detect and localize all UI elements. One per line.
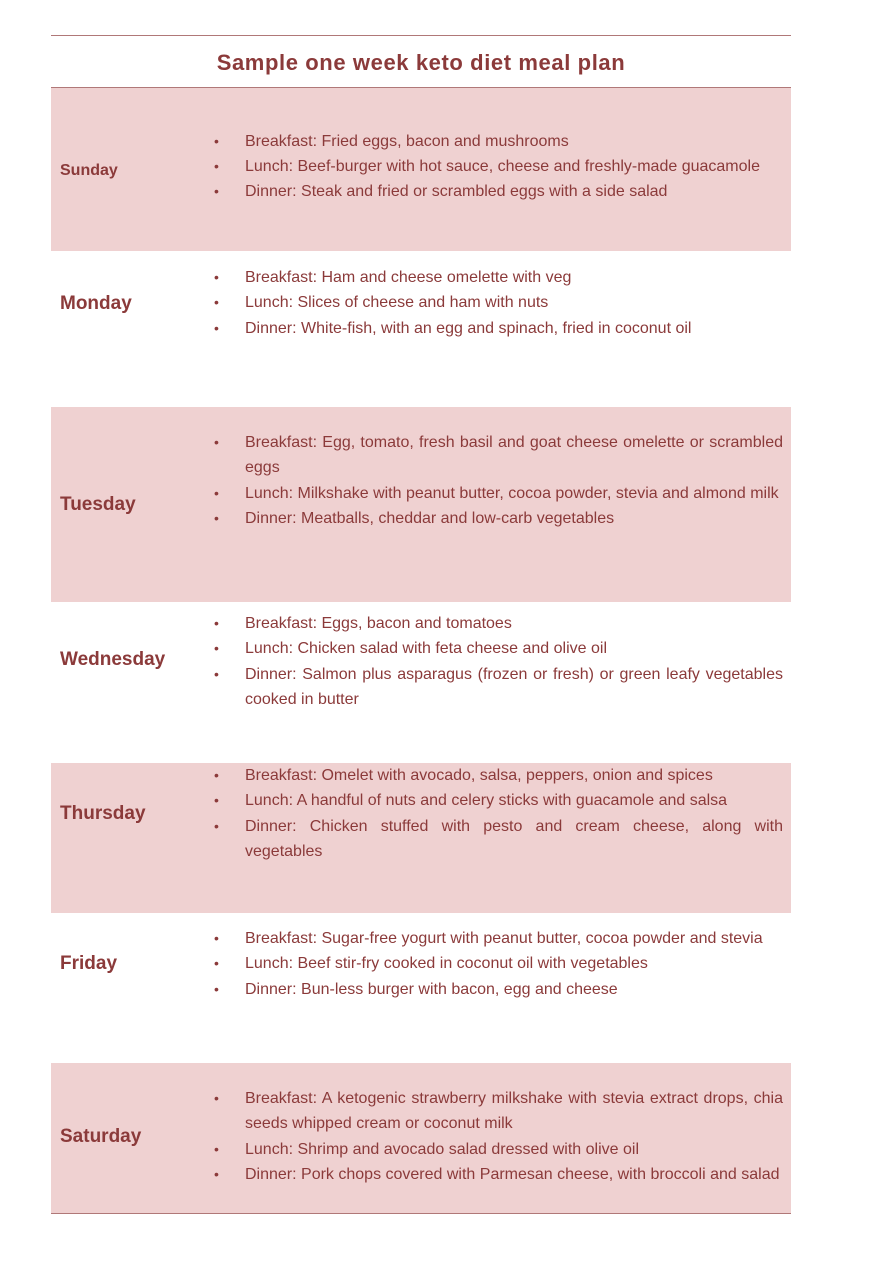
meal-item: • Lunch: Beef-burger with hot sauce, cheese and freshly-made guacamole	[211, 154, 783, 179]
day-name: Friday	[60, 953, 118, 974]
meal-item: • Dinner: Steak and fried or scrambled eggs with a side salad	[211, 179, 783, 204]
bullet-dot-icon: •	[214, 1165, 219, 1182]
meal-item: • Dinner: Bun-less burger with bacon, egg and cheese	[211, 977, 783, 1002]
meal-list	[211, 926, 791, 1002]
meal-list	[211, 1086, 791, 1187]
meal-item: • Breakfast: Fried eggs, bacon and mushrooms	[211, 129, 783, 154]
bullet-dot-icon: •	[214, 614, 219, 631]
meal-list	[211, 265, 791, 341]
bullet-dot-icon: •	[214, 980, 219, 997]
bullet-dot-icon: •	[214, 665, 219, 682]
meal-item: • Dinner: White-fish, with an egg and spinach, fried in coconut oil	[211, 316, 783, 341]
bullet-dot-icon: •	[214, 766, 219, 783]
meal-item: • Lunch: Milkshake with peanut butter, cocoa powder, stevia and almond milk	[211, 481, 783, 506]
day-name: Wednesday	[60, 649, 166, 670]
bullet-dot-icon: •	[214, 792, 219, 809]
page-title: Sample one week keto diet meal plan	[51, 36, 791, 88]
meal-item: • Dinner: Meatballs, cheddar and low-carb vegetables	[211, 506, 783, 531]
bullet-dot-icon: •	[214, 640, 219, 657]
bullet-dot-icon: •	[214, 1089, 219, 1106]
bullet-dot-icon: •	[214, 132, 219, 149]
bullet-dot-icon: •	[214, 433, 219, 450]
meal-item: • Breakfast: A ketogenic strawberry milkshake with stevia extract drops, chia seeds whipped cream or coconut milk	[211, 1086, 783, 1137]
bullet-dot-icon: •	[214, 955, 219, 972]
day-name: Monday	[60, 293, 132, 314]
day-row-friday	[51, 913, 791, 1063]
meal-list	[211, 430, 791, 531]
meal-item: • Lunch: A handful of nuts and celery sticks with guacamole and salsa	[211, 788, 783, 813]
day-row-tuesday	[51, 407, 791, 602]
day-name: Saturday	[60, 1125, 142, 1147]
meal-item: • Lunch: Chicken salad with feta cheese and olive oil	[211, 636, 783, 661]
meal-list	[211, 129, 791, 205]
bullet-dot-icon: •	[214, 294, 219, 311]
bullet-dot-icon: •	[214, 484, 219, 501]
day-row-thursday	[51, 763, 791, 913]
day-name: Sunday	[60, 161, 118, 179]
bullet-dot-icon: •	[214, 183, 219, 200]
meal-list	[211, 763, 791, 864]
meal-item: • Breakfast: Omelet with avocado, salsa, peppers, onion and spices	[211, 763, 783, 788]
meal-item: • Breakfast: Ham and cheese omelette with veg	[211, 265, 783, 290]
bottom-rule	[51, 1213, 791, 1214]
day-row-wednesday	[51, 602, 791, 763]
bullet-dot-icon: •	[214, 1140, 219, 1157]
bullet-dot-icon: •	[214, 269, 219, 286]
bullet-dot-icon: •	[214, 157, 219, 174]
meal-item: • Dinner: Pork chops covered with Parmesan cheese, with broccoli and salad	[211, 1162, 783, 1187]
bullet-dot-icon: •	[214, 319, 219, 336]
bullet-dot-icon: •	[214, 930, 219, 947]
meal-item: • Breakfast: Egg, tomato, fresh basil and goat cheese omelette or scrambled eggs	[211, 430, 783, 481]
bullet-dot-icon: •	[214, 817, 219, 834]
meal-item: • Lunch: Slices of cheese and ham with nuts	[211, 290, 783, 315]
day-row-sunday	[51, 88, 791, 251]
meal-item: • Lunch: Beef stir-fry cooked in coconut oil with vegetables	[211, 951, 783, 976]
meal-plan-document	[51, 35, 791, 1214]
meal-item: • Breakfast: Sugar-free yogurt with peanut butter, cocoa powder and stevia	[211, 926, 783, 951]
meal-item: • Dinner: Salmon plus asparagus (frozen or fresh) or green leafy vegetables cooked in butter	[211, 662, 783, 713]
day-name: Thursday	[60, 802, 146, 824]
day-row-monday	[51, 251, 791, 407]
meal-item: • Dinner: Chicken stuffed with pesto and cream cheese, along with vegetables	[211, 814, 783, 865]
meal-item: • Breakfast: Eggs, bacon and tomatoes	[211, 611, 783, 636]
day-name: Tuesday	[60, 493, 136, 515]
meal-item: • Lunch: Shrimp and avocado salad dressed with olive oil	[211, 1137, 783, 1162]
meal-list	[211, 611, 791, 712]
bullet-dot-icon: •	[214, 509, 219, 526]
day-row-saturday	[51, 1063, 791, 1213]
